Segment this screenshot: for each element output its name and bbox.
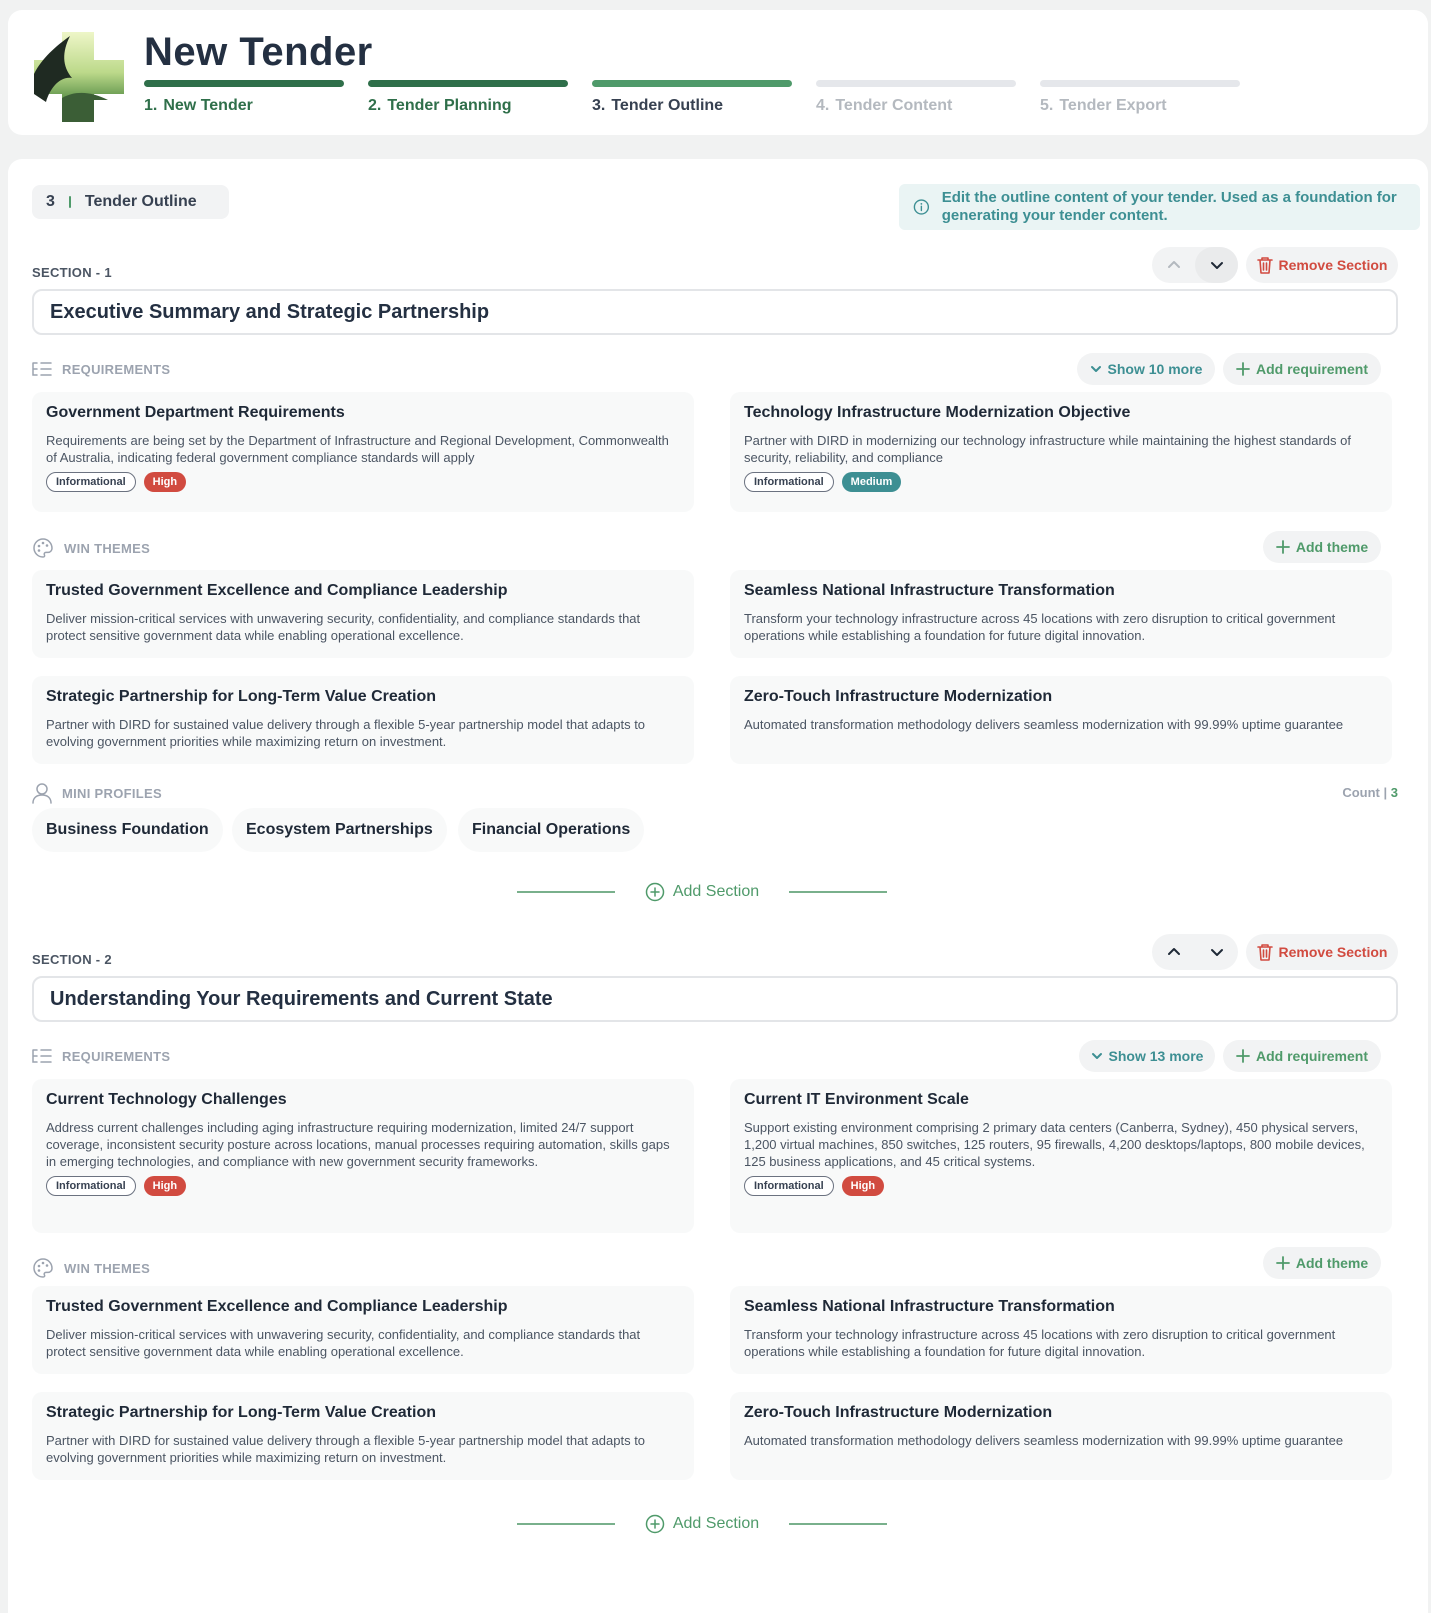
requirements-label: REQUIREMENTS (62, 361, 171, 377)
priority-badge: High (144, 472, 186, 492)
requirement-card[interactable] (730, 1079, 1392, 1233)
remove-section-button[interactable] (1246, 247, 1398, 283)
move-up-button[interactable] (1152, 934, 1195, 970)
divider-line (789, 891, 887, 893)
requirement-description: Partner with DIRD in modernizing our technology infrastructure while maintaining the highest standards of security, reliability, and compliance (744, 433, 1351, 465)
stage-divider (69, 196, 71, 208)
profile-count: Count | 3 (1342, 785, 1398, 800)
add-section-divider (8, 882, 1396, 902)
requirement-description: Support existing environment comprising 2 primary data centers (Canberra, Sydney), 450 physical servers, 1,200 virtual machines, 850 switches, 125 routers, 95 firewalls, 4,200 desktops/laptops, 800 mobile devices, 125 business applications, and 45 critical systems. (744, 1120, 1365, 1169)
step-tender-export[interactable] (1040, 80, 1240, 115)
win-theme-card[interactable] (730, 1392, 1392, 1480)
remove-section-label: Remove Section (1278, 944, 1388, 960)
section-title-input[interactable]: Understanding Your Requirements and Current State (32, 976, 1398, 1022)
divider-line (517, 1523, 615, 1525)
requirements-label: REQUIREMENTS (62, 1048, 171, 1064)
mini-profile-chip[interactable]: Ecosystem Partnerships (232, 808, 447, 852)
step-label: Tender Content (835, 97, 953, 114)
win-theme-card[interactable] (730, 676, 1392, 764)
app-logo (32, 28, 128, 124)
theme-description: Transform your technology infrastructure across 45 locations with zero disruption to critical government operations while establishing a foundation for future digital innovation. (744, 1327, 1336, 1359)
add-section-button[interactable] (645, 1514, 759, 1534)
add-theme-label: Add theme (1295, 1255, 1369, 1271)
win-theme-card[interactable] (32, 570, 694, 658)
requirement-type-badge: Informational (744, 472, 834, 492)
step-tender-outline[interactable] (592, 80, 792, 115)
plus-icon (1236, 362, 1250, 376)
section-label: SECTION - 1 (32, 265, 112, 280)
requirement-title: Technology Infrastructure Modernization Objective (744, 404, 1131, 421)
stage-indicator (32, 185, 229, 219)
show-more-requirements-button[interactable] (1079, 1040, 1215, 1072)
win-theme-card[interactable] (32, 1392, 694, 1480)
theme-description: Partner with DIRD for sustained value delivery through a flexible 5-year partnership model that adapts to evolving government priorities while maximizing return on investment. (46, 717, 646, 749)
count-label: Count (1342, 785, 1380, 800)
step-number: 2. (368, 97, 382, 114)
requirement-type-badge: Informational (46, 472, 136, 492)
divider-line (789, 1523, 887, 1525)
step-number: 3. (592, 97, 606, 114)
theme-description: Automated transformation methodology delivers seamless modernization with 99.99% uptime guarantee (744, 1433, 1344, 1448)
theme-title: Trusted Government Excellence and Compliance Leadership (46, 1298, 508, 1315)
section-move-controls (1152, 247, 1238, 283)
section-move-controls (1152, 934, 1238, 970)
add-theme-button[interactable] (1263, 1247, 1381, 1279)
step-bar (144, 80, 344, 87)
plus-icon (1276, 1256, 1290, 1270)
info-icon (913, 195, 930, 219)
step-number: 5. (1040, 97, 1054, 114)
win-themes-heading (32, 537, 150, 559)
add-section-button[interactable] (645, 882, 759, 902)
info-text: Edit the outline content of your tender. Used as a foundation for generating your tender content. (941, 189, 1397, 224)
palette-icon (32, 1257, 54, 1279)
show-more-label: Show 13 more (1108, 1048, 1204, 1064)
add-section-label: Add Section (672, 1515, 760, 1532)
add-section-divider (8, 1514, 1396, 1534)
chevron-down-icon (1090, 363, 1102, 375)
section-title-input[interactable]: Executive Summary and Strategic Partnership (32, 289, 1398, 335)
step-label: New Tender (163, 97, 253, 114)
show-more-requirements-button[interactable] (1077, 353, 1215, 385)
chevron-up-icon (1167, 258, 1181, 272)
win-theme-card[interactable] (730, 1286, 1392, 1374)
show-more-label: Show 10 more (1107, 361, 1203, 377)
priority-badge: High (144, 1176, 186, 1196)
step-tender-content[interactable] (816, 80, 1016, 115)
step-tender-planning[interactable] (368, 80, 568, 115)
theme-description: Deliver mission-critical services with unwavering security, confidentiality, and compliance standards that protect sensitive government data while enabling operational excellence. (46, 611, 641, 643)
plus-icon (1276, 540, 1290, 554)
plus-circle-icon (645, 1514, 665, 1534)
step-label: Tender Planning (387, 97, 512, 114)
theme-description: Partner with DIRD for sustained value delivery through a flexible 5-year partnership model that adapts to evolving government priorities while maximizing return on investment. (46, 1433, 646, 1465)
requirements-heading (32, 361, 170, 377)
win-themes-label: WIN THEMES (64, 1260, 151, 1276)
requirement-type-badge: Informational (46, 1176, 136, 1196)
remove-section-label: Remove Section (1278, 257, 1388, 273)
stage-label: Tender Outline (84, 193, 197, 210)
theme-title: Zero-Touch Infrastructure Modernization (744, 688, 1053, 705)
step-number: 1. (144, 97, 158, 114)
user-icon (32, 782, 52, 804)
outline-panel (8, 159, 1428, 1613)
requirement-type-badge: Informational (744, 1176, 834, 1196)
win-themes-heading (32, 1257, 150, 1279)
theme-title: Seamless National Infrastructure Transformation (744, 582, 1115, 599)
step-number: 4. (816, 97, 830, 114)
requirement-title: Current IT Environment Scale (744, 1091, 969, 1108)
add-requirement-label: Add requirement (1255, 1048, 1368, 1064)
theme-title: Strategic Partnership for Long-Term Value Creation (46, 1404, 436, 1421)
priority-badge: Medium (842, 472, 902, 492)
plus-circle-icon (645, 882, 665, 902)
add-section-label: Add Section (672, 883, 760, 900)
stage-number: 3 (46, 193, 55, 210)
add-requirement-button[interactable] (1223, 1040, 1381, 1072)
header (8, 10, 1428, 135)
step-bar (1040, 80, 1240, 87)
theme-title: Seamless National Infrastructure Transformation (744, 1298, 1115, 1315)
move-down-button[interactable] (1195, 934, 1238, 970)
divider-line (517, 891, 615, 893)
requirement-title: Current Technology Challenges (46, 1091, 287, 1108)
win-theme-card[interactable] (32, 676, 694, 764)
theme-title: Trusted Government Excellence and Compliance Leadership (46, 582, 508, 599)
requirements-heading (32, 1048, 170, 1064)
mini-profiles-label: MINI PROFILES (62, 785, 162, 801)
step-bar (368, 80, 568, 87)
mini-profile-chip[interactable]: Business Foundation (32, 808, 223, 852)
add-theme-button[interactable] (1263, 531, 1381, 563)
trash-icon (1257, 256, 1273, 274)
theme-description: Automated transformation methodology delivers seamless modernization with 99.99% uptime guarantee (744, 717, 1344, 732)
remove-section-button[interactable] (1246, 934, 1398, 970)
list-tree-icon (32, 361, 52, 377)
add-requirement-label: Add requirement (1255, 361, 1368, 377)
win-themes-label: WIN THEMES (64, 540, 151, 556)
win-theme-card[interactable] (32, 1286, 694, 1374)
mini-profiles-heading (32, 782, 162, 804)
section-label: SECTION - 2 (32, 952, 112, 967)
priority-badge: High (842, 1176, 884, 1196)
requirement-title: Government Department Requirements (46, 404, 345, 421)
chevron-down-icon (1210, 258, 1224, 272)
palette-icon (32, 537, 54, 559)
list-tree-icon (32, 1048, 52, 1064)
chevron-down-icon (1091, 1050, 1103, 1062)
info-banner (899, 184, 1420, 230)
requirement-card[interactable] (32, 392, 694, 512)
move-down-button[interactable] (1195, 247, 1238, 283)
theme-title: Strategic Partnership for Long-Term Value Creation (46, 688, 436, 705)
win-theme-card[interactable] (730, 570, 1392, 658)
theme-title: Zero-Touch Infrastructure Modernization (744, 1404, 1053, 1421)
count-value: 3 (1390, 785, 1398, 800)
move-up-button[interactable] (1152, 247, 1195, 283)
requirement-description: Address current challenges including aging infrastructure requiring modernization, limited 24/7 support coverage, inconsistent security posture across locations, manual processes requiring automation, skills gaps in emerging technologies, and compliance with new government security frameworks. (46, 1120, 670, 1169)
theme-description: Transform your technology infrastructure across 45 locations with zero disruption to critical government operations while establishing a foundation for future digital innovation. (744, 611, 1336, 643)
step-bar (816, 80, 1016, 87)
step-new-tender[interactable] (144, 80, 344, 115)
requirement-card[interactable] (730, 392, 1392, 512)
app-title: New Tender (144, 30, 373, 74)
trash-icon (1257, 943, 1273, 961)
mini-profile-chip[interactable]: Financial Operations (458, 808, 644, 852)
add-requirement-button[interactable] (1223, 353, 1381, 385)
requirement-description: Requirements are being set by the Department of Infrastructure and Regional Development, Commonwealth of Australia, indicating federal government compliance standards will apply (46, 433, 669, 465)
plus-icon (1236, 1049, 1250, 1063)
add-theme-label: Add theme (1295, 539, 1369, 555)
requirement-card[interactable] (32, 1079, 694, 1233)
chevron-down-icon (1210, 945, 1224, 959)
progress-stepper (144, 80, 1240, 115)
chevron-up-icon (1167, 945, 1181, 959)
step-bar (592, 80, 792, 87)
step-label: Tender Export (1059, 97, 1167, 114)
step-label: Tender Outline (611, 97, 724, 114)
theme-description: Deliver mission-critical services with unwavering security, confidentiality, and compliance standards that protect sensitive government data while enabling operational excellence. (46, 1327, 641, 1359)
